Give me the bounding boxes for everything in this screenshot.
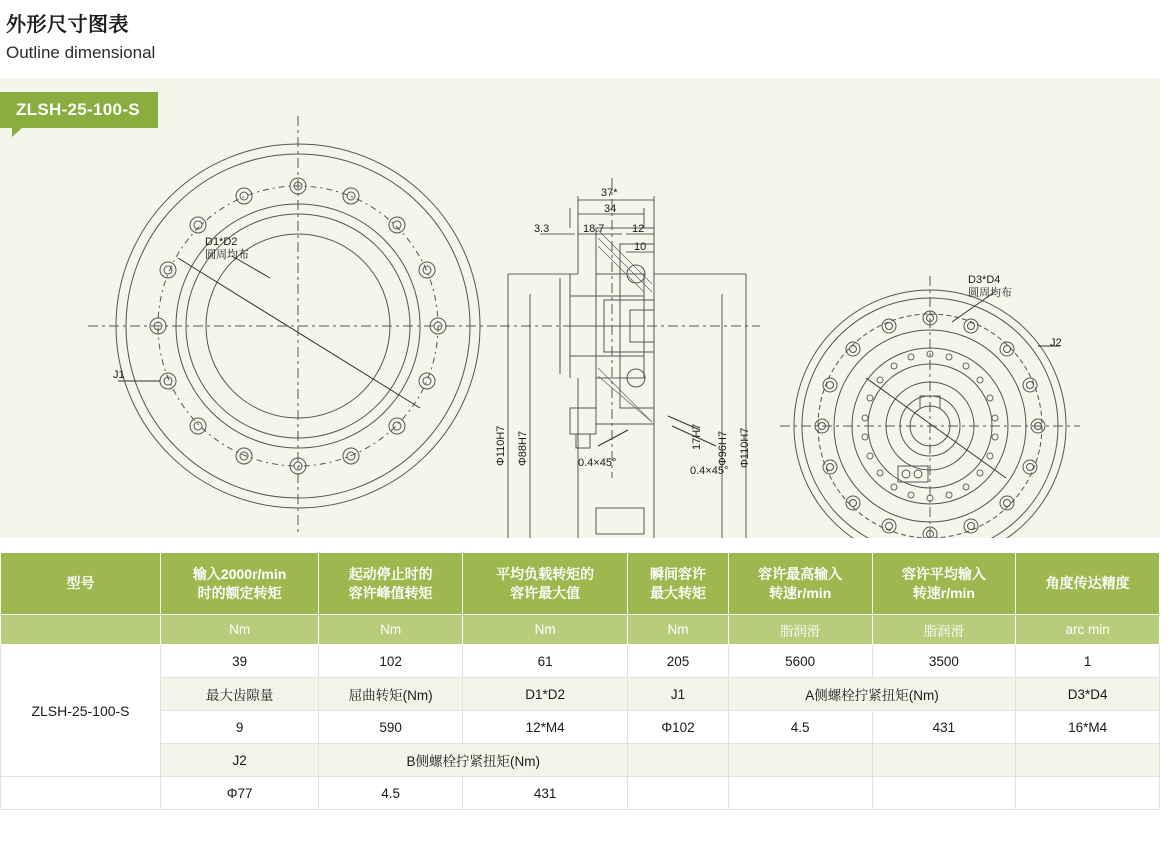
header-avg-load-max: 平均负载转矩的 容许最大值 xyxy=(462,553,627,615)
label-d1d2: D1*D2 xyxy=(462,678,627,711)
table-row-values-1 xyxy=(1,645,1160,678)
blank-cell-4b xyxy=(728,744,872,777)
drawing-panel xyxy=(0,78,1160,538)
label-bolt-torque-a: A侧螺栓拧紧扭矩(Nm) xyxy=(728,678,1015,711)
header-peak-torque: 起动停止时的 容许峰值转矩 xyxy=(319,553,463,615)
value-rated-torque: 39 xyxy=(161,645,319,678)
dim-34: 34 xyxy=(604,203,617,216)
dim-37: 37* xyxy=(601,187,618,200)
label-j1: J1 xyxy=(628,678,728,711)
label-d3d4-sub: 圆周均布 xyxy=(968,287,1012,300)
chamfer-right: 0.4×45° xyxy=(690,465,729,478)
value-d3d4: 16*M4 xyxy=(1016,711,1160,744)
unit-nm-1: Nm xyxy=(161,615,319,645)
table-header-main xyxy=(1,553,1160,615)
page-subtitle: Outline dimensional xyxy=(6,43,156,62)
table-row-labels-4 xyxy=(1,744,1160,777)
value-bolt-torque-b-1: 4.5 xyxy=(319,777,463,810)
value-j2: Φ77 xyxy=(161,777,319,810)
label-max-backlash: 最大齿隙量 xyxy=(161,678,319,711)
technical-drawing xyxy=(0,78,1160,538)
spec-table xyxy=(0,552,1160,810)
page-title: 外形尺寸图表 xyxy=(6,14,129,36)
value-avg-input-speed: 3500 xyxy=(872,645,1016,678)
chamfer-left: 0.4×45° xyxy=(578,457,617,470)
value-peak-torque: 102 xyxy=(319,645,463,678)
dia-88h7: Φ88H7 xyxy=(517,431,529,467)
blank-cell-4c xyxy=(872,744,1016,777)
dim-10: 10 xyxy=(634,241,647,254)
unit-grease-1: 脂润滑 xyxy=(728,615,872,645)
header-momentary-max: 瞬间容许 最大转矩 xyxy=(628,553,728,615)
blank-cell-5d xyxy=(1016,777,1160,810)
value-bolt-torque-a-2: 431 xyxy=(872,711,1016,744)
table-row-values-5 xyxy=(1,777,1160,810)
table-row-labels-2 xyxy=(1,678,1160,711)
unit-arcmin: arc min xyxy=(1016,615,1160,645)
label-j2: J2 xyxy=(161,744,319,777)
value-bolt-torque-b-2: 431 xyxy=(462,777,627,810)
value-buckling-torque: 590 xyxy=(319,711,463,744)
table-header-sub xyxy=(1,615,1160,645)
dia-110h7-left: Φ110H7 xyxy=(495,425,507,467)
value-momentary-max: 205 xyxy=(628,645,728,678)
model-name-cell: ZLSH-25-100-S xyxy=(1,645,161,777)
value-avg-load-max: 61 xyxy=(462,645,627,678)
blank-name-cell xyxy=(1,777,161,810)
table-row-values-3 xyxy=(1,711,1160,744)
right-rear-view xyxy=(780,276,1080,538)
label-bolt-torque-b: B侧螺栓拧紧扭矩(Nm) xyxy=(319,744,628,777)
blank-cell-5c xyxy=(872,777,1016,810)
value-max-backlash: 9 xyxy=(161,711,319,744)
label-j2: J2 xyxy=(1050,337,1062,350)
unit-nm-2: Nm xyxy=(319,615,463,645)
label-d1d2-sub: 圆周均布 xyxy=(205,249,249,262)
value-bolt-torque-a-1: 4.5 xyxy=(728,711,872,744)
value-angle-accuracy: 1 xyxy=(1016,645,1160,678)
left-front-view xyxy=(88,116,508,536)
header-avg-input-speed: 容许平均输入 转速r/min xyxy=(872,553,1016,615)
label-buckling-torque: 屈曲转矩(Nm) xyxy=(319,678,463,711)
blank-cell-5a xyxy=(628,777,728,810)
header-model: 型号 xyxy=(1,553,161,615)
unit-grease-2: 脂润滑 xyxy=(872,615,1016,645)
header-max-input-speed: 容许最高输入 转速r/min xyxy=(728,553,872,615)
label-d3d4: D3*D4 xyxy=(1016,678,1160,711)
value-j1: Φ102 xyxy=(628,711,728,744)
header-rated-torque: 输入2000r/min 时的额定转矩 xyxy=(161,553,319,615)
dia-110h7-right: Φ110H7 xyxy=(739,427,751,469)
label-d3d4: D3*D4 xyxy=(968,274,1001,287)
blank-cell-4a xyxy=(628,744,728,777)
unit-nm-4: Nm xyxy=(628,615,728,645)
value-d1d2: 12*M4 xyxy=(462,711,627,744)
unit-nm-3: Nm xyxy=(462,615,627,645)
dim-3-3: 3.3 xyxy=(534,223,550,236)
note-17h7: 17H7 xyxy=(691,423,703,451)
header-sub-blank xyxy=(1,615,161,645)
blank-cell-5b xyxy=(728,777,872,810)
label-d1d2: D1*D2 xyxy=(205,236,238,249)
page-header xyxy=(0,0,1176,64)
header-angle-accuracy: 角度传达精度 xyxy=(1016,553,1160,615)
blank-cell-4d xyxy=(1016,744,1160,777)
model-tag: ZLSH-25-100-S xyxy=(0,92,158,128)
label-j1: J1 xyxy=(113,369,125,382)
dim-18-7: 18.7 xyxy=(583,223,605,236)
dim-12: 12 xyxy=(632,223,645,236)
dia-96h7: Φ96H7 xyxy=(717,431,729,467)
value-max-input-speed: 5600 xyxy=(728,645,872,678)
